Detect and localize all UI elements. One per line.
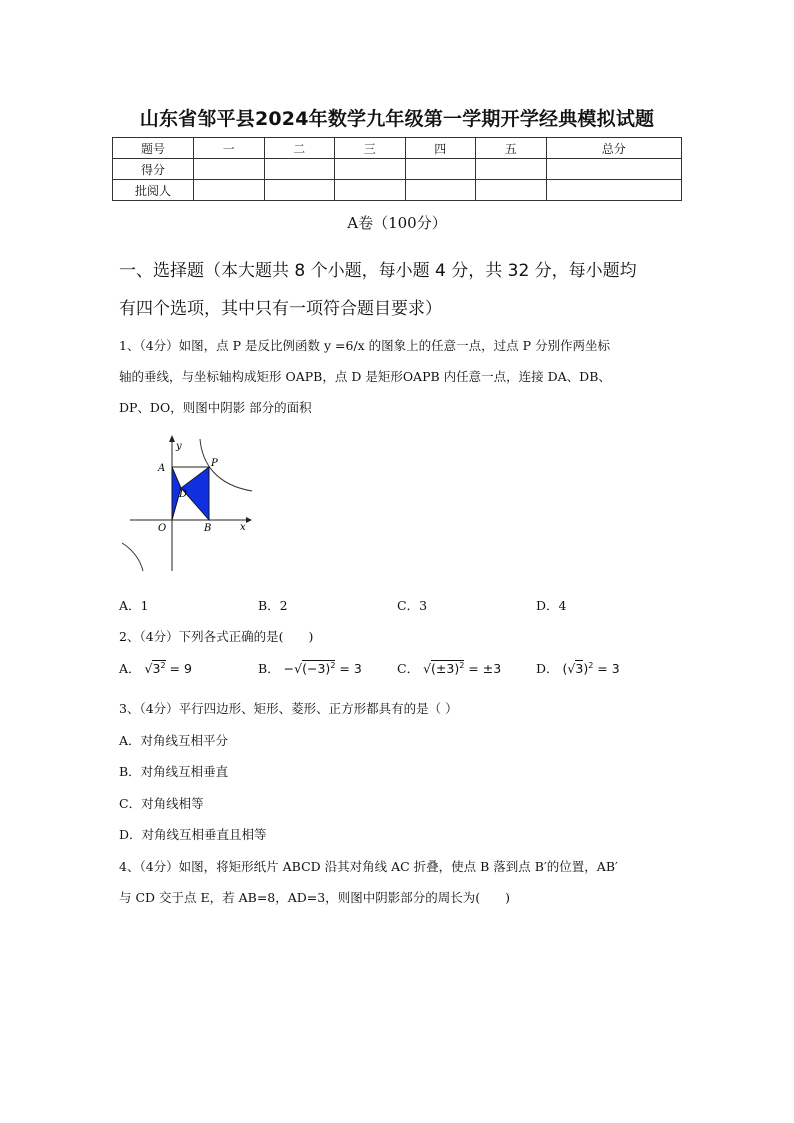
q1-line3: DP、DO，则图中阴影 部分的面积 (119, 400, 312, 415)
label-x: x (240, 522, 246, 533)
score-table-header-cell: 四 (405, 138, 476, 159)
label-y: y (176, 441, 182, 452)
open-paren: ( (562, 661, 568, 676)
score-cell (335, 159, 406, 180)
score-cell (476, 180, 547, 201)
score-table-row (113, 159, 682, 180)
q2-option-a-label: A． (119, 661, 141, 676)
q1-option-c[interactable]: C．3 (397, 598, 428, 613)
radicand-base: 3 (152, 661, 161, 676)
q4-line1: 4、（4分）如图，将矩形纸片 ABCD 沿其对角线 AC 折叠，使点 B 落到点 B′的位置，AB′ (119, 859, 618, 874)
exponent: 2 (330, 660, 336, 670)
rhs: = 3 (335, 661, 362, 676)
score-cell (194, 180, 265, 201)
score-table-header-cell: 三 (335, 138, 406, 159)
rhs: = 3 (593, 661, 620, 676)
score-cell (476, 159, 547, 180)
label-p: P (211, 458, 218, 469)
y-axis-arrow-icon (169, 435, 175, 442)
score-row-label: 批阅人 (113, 180, 194, 201)
score-cell (194, 159, 265, 180)
hyperbola-branch-lower (122, 543, 143, 571)
sqrt-icon: √ (567, 661, 576, 676)
q2-option-d-expr (563, 661, 620, 676)
score-table-row (113, 180, 682, 201)
score-table-header-cell: 五 (476, 138, 547, 159)
q3-option-c[interactable]: C．对角线相等 (119, 796, 204, 811)
sqrt-icon: √ (294, 661, 303, 676)
sqrt-icon: √ (144, 661, 153, 676)
q2-option-d[interactable] (536, 659, 620, 677)
score-cell (405, 159, 476, 180)
score-cell (264, 180, 335, 201)
label-d: D (179, 489, 188, 500)
score-cell (335, 180, 406, 201)
q2-option-b-expr (284, 660, 362, 676)
q2-option-a[interactable] (119, 659, 192, 677)
rhs: = 9 (165, 661, 192, 676)
radicand: 3 (575, 661, 584, 676)
rhs: = ±3 (464, 661, 502, 676)
radicand (302, 660, 335, 676)
section-a-heading: A卷（100分） (347, 214, 447, 232)
score-table-header-row (113, 138, 682, 159)
q3-option-d[interactable]: D．对角线互相垂直且相等 (119, 827, 267, 842)
radicand (431, 660, 464, 676)
label-o: O (158, 523, 167, 534)
q2-option-c-expr (423, 660, 501, 676)
score-row-label: 得分 (113, 159, 194, 180)
score-table (112, 137, 682, 201)
exponent: 2 (588, 660, 594, 670)
score-cell (264, 159, 335, 180)
q1-option-a[interactable]: A．1 (119, 598, 149, 613)
score-table-header-cell: 题号 (113, 138, 194, 159)
part1-heading-line2: 有四个选项，其中只有一项符合题目要求） (119, 299, 442, 319)
radicand-base: (−3) (302, 661, 331, 676)
score-table-header-cell: 一 (194, 138, 265, 159)
q3-option-b[interactable]: B．对角线互相垂直 (119, 764, 229, 779)
q2-option-c[interactable] (397, 659, 501, 677)
score-cell (546, 180, 682, 201)
score-cell (546, 159, 682, 180)
q3-option-a[interactable]: A．对角线互相平分 (119, 733, 229, 748)
q2-option-b[interactable] (258, 659, 362, 677)
part1-heading-line1: 一、选择题（本大题共 8 个小题，每小题 4 分，共 32 分，每小题均 (119, 261, 637, 281)
label-a: A (158, 463, 166, 474)
q2-option-c-label: C． (397, 661, 420, 676)
q3-stem: 3、（4分）平行四边形、矩形、菱形、正方形都具有的是（ ） (119, 701, 458, 716)
sqrt-icon: √ (423, 661, 432, 676)
score-table-header-cell: 总分 (546, 138, 682, 159)
close-paren: ) (583, 661, 589, 676)
page-title: 山东省邹平县2024年数学九年级第一学期开学经典模拟试题 (139, 108, 655, 130)
score-table-header-cell: 二 (264, 138, 335, 159)
q1-figure (118, 433, 258, 575)
minus-sign: − (283, 661, 295, 676)
score-cell (405, 180, 476, 201)
q2-option-d-label: D． (536, 661, 559, 676)
label-b: B (204, 523, 212, 534)
q1-line2: 轴的垂线，与坐标轴构成矩形 OAPB，点 D 是矩形OAPB 内任意一点，连接 DA、DB、 (119, 369, 611, 384)
q1-option-d[interactable]: D．4 (536, 598, 567, 613)
q4-line2: 与 CD 交于点 E，若 AB=8，AD=3，则图中阴影部分的周长为( ) (119, 890, 510, 905)
exponent: 2 (459, 660, 465, 670)
radicand-base: (±3) (431, 661, 460, 676)
exponent: 2 (160, 660, 166, 670)
q2-option-b-label: B． (258, 661, 280, 676)
q1-option-b[interactable]: B．2 (258, 598, 288, 613)
q2-option-a-expr (145, 660, 192, 676)
radicand (152, 660, 165, 676)
q1-line1: 1、（4分）如图，点 P 是反比例函数 y =6/x 的图象上的任意一点，过点 P 分别作两坐标 (119, 338, 611, 353)
q2-stem: 2、（4分）下列各式正确的是( ) (119, 629, 314, 644)
x-axis-arrow-icon (246, 517, 252, 523)
